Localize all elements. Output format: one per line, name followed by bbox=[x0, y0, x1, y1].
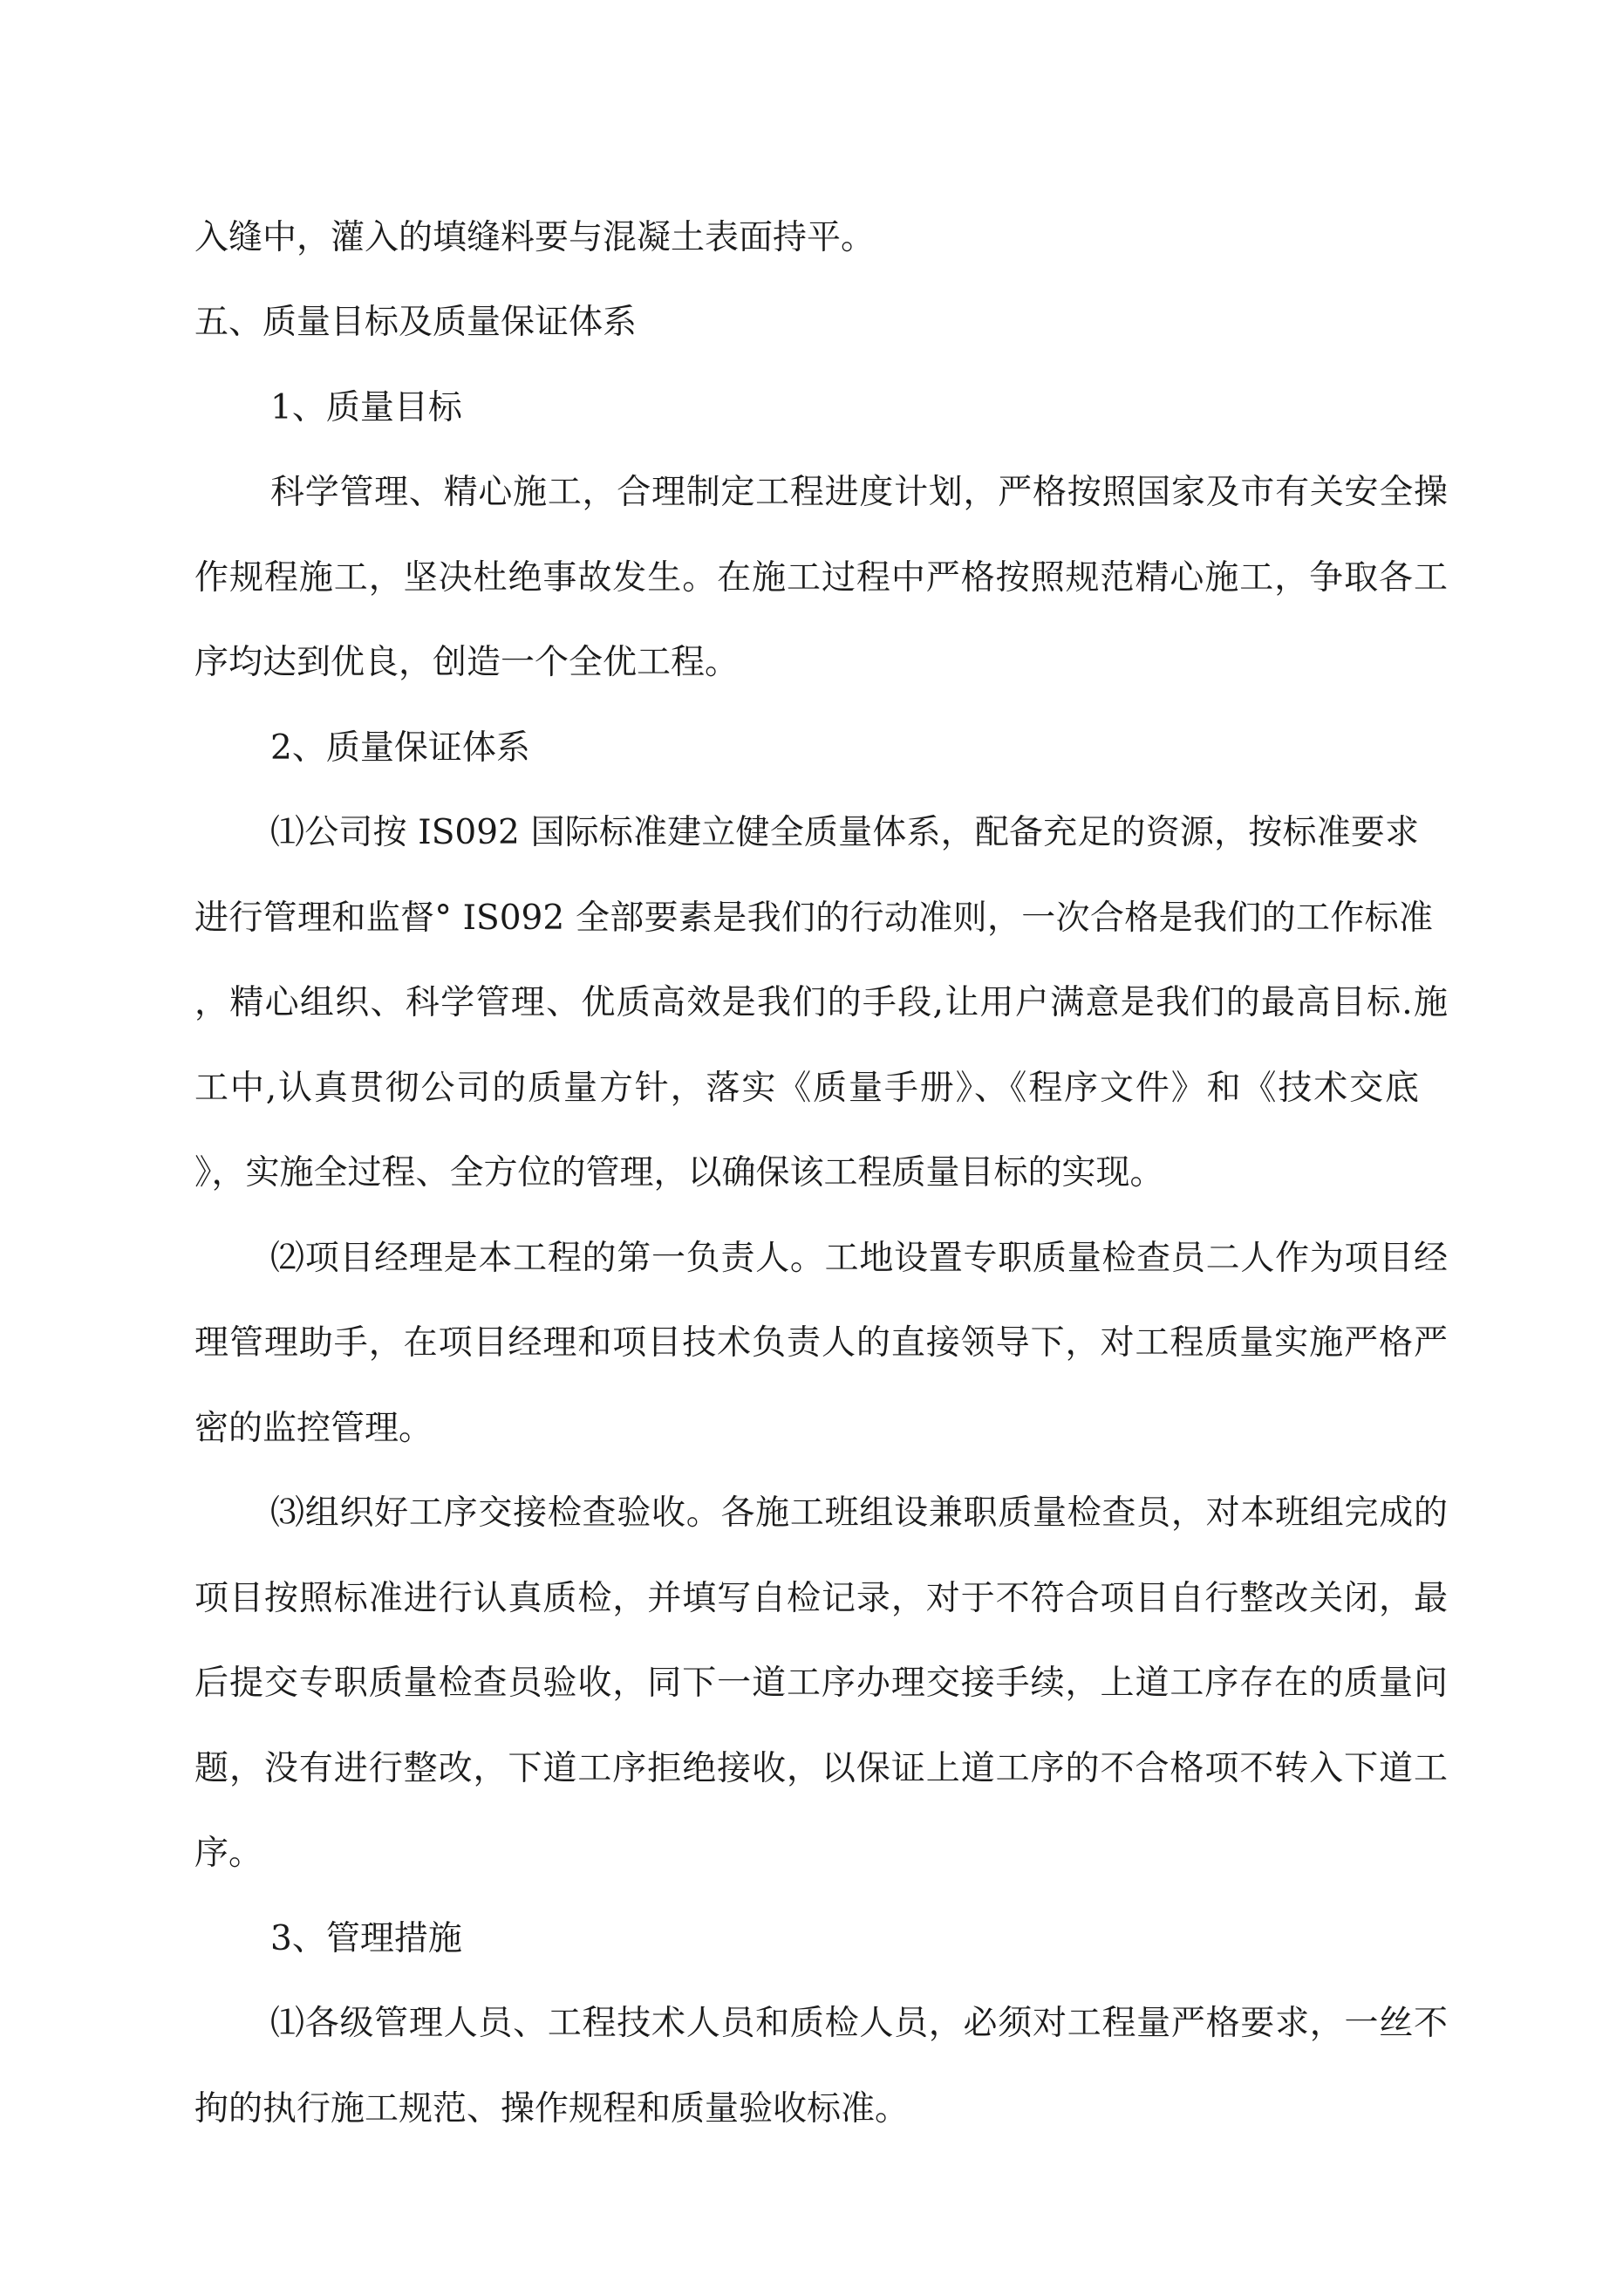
paragraph-line: ，精心组织、科学管理、优质高效是我们的手段,让用户满意是我们的最高目标.施 bbox=[194, 983, 1448, 1022]
paragraph-line: 后提交专职质量检查员验收，同下一道工序办理交接手续，上道工序存在的质量问 bbox=[194, 1664, 1448, 1703]
paragraph-line: 序。 bbox=[194, 1834, 263, 1873]
paragraph-line: ⑶组织好工序交接检查验收。各施工班组设兼职质量检查员，对本班组完成的 bbox=[270, 1493, 1448, 1533]
paragraph-line: 题，没有进行整改，下道工序拒绝接收，以保证上道工序的不合格项不转入下道工 bbox=[194, 1749, 1448, 1788]
section-heading: 五、质量目标及质量保证体系 bbox=[194, 303, 638, 342]
subsection-heading: 2、质量保证体系 bbox=[270, 728, 530, 768]
paragraph-line: 理管理助手，在项目经理和项目技术负责人的直接领导下，对工程质量实施严格严 bbox=[194, 1323, 1448, 1363]
paragraph-line: 序均达到优良，创造一个全优工程。 bbox=[194, 643, 740, 682]
paragraph-line: ⑴各级管理人员、工程技术人员和质检人员，必须对工程量严格要求，一丝不 bbox=[270, 2004, 1448, 2043]
paragraph-line: 进行管理和监督° IS092 全部要素是我们的行动准则，一次合格是我们的工作标准 bbox=[194, 899, 1433, 938]
paragraph-line: 拘的执行施工规范、操作规程和质量验收标准。 bbox=[194, 2089, 910, 2129]
paragraph-line: ⑵项目经理是本工程的第一负责人。工地设置专职质量检查员二人作为项目经 bbox=[270, 1239, 1448, 1278]
paragraph-line: 项目按照标准进行认真质检，并填写自检记录，对于不符合项目自行整改关闭，最 bbox=[194, 1579, 1448, 1618]
subsection-heading: 1、质量目标 bbox=[270, 388, 462, 427]
paragraph-line: 科学管理、精心施工，合理制定工程进度计划，严格按照国家及市有关安全操 bbox=[270, 473, 1448, 512]
paragraph-line: ⑴公司按 IS092 国际标准建立健全质量体系，配备充足的资源，按标准要求 bbox=[270, 813, 1419, 852]
subsection-heading: 3、管理措施 bbox=[270, 1919, 462, 1958]
paragraph-line: 作规程施工，坚决杜绝事故发生。在施工过程中严格按照规范精心施工，争取各工 bbox=[194, 558, 1448, 598]
paragraph-line: 》，实施全过程、全方位的管理，以确保该工程质量目标的实现。 bbox=[194, 1153, 1164, 1192]
paragraph-line: 工中,认真贯彻公司的质量方针，落实《质量手册》、《程序文件》和《技术交底 bbox=[194, 1069, 1419, 1108]
paragraph-line: 入缝中，灌入的填缝料要与混凝土表面持平。 bbox=[194, 218, 876, 257]
paragraph-line: 密的监控管理。 bbox=[194, 1409, 433, 1448]
